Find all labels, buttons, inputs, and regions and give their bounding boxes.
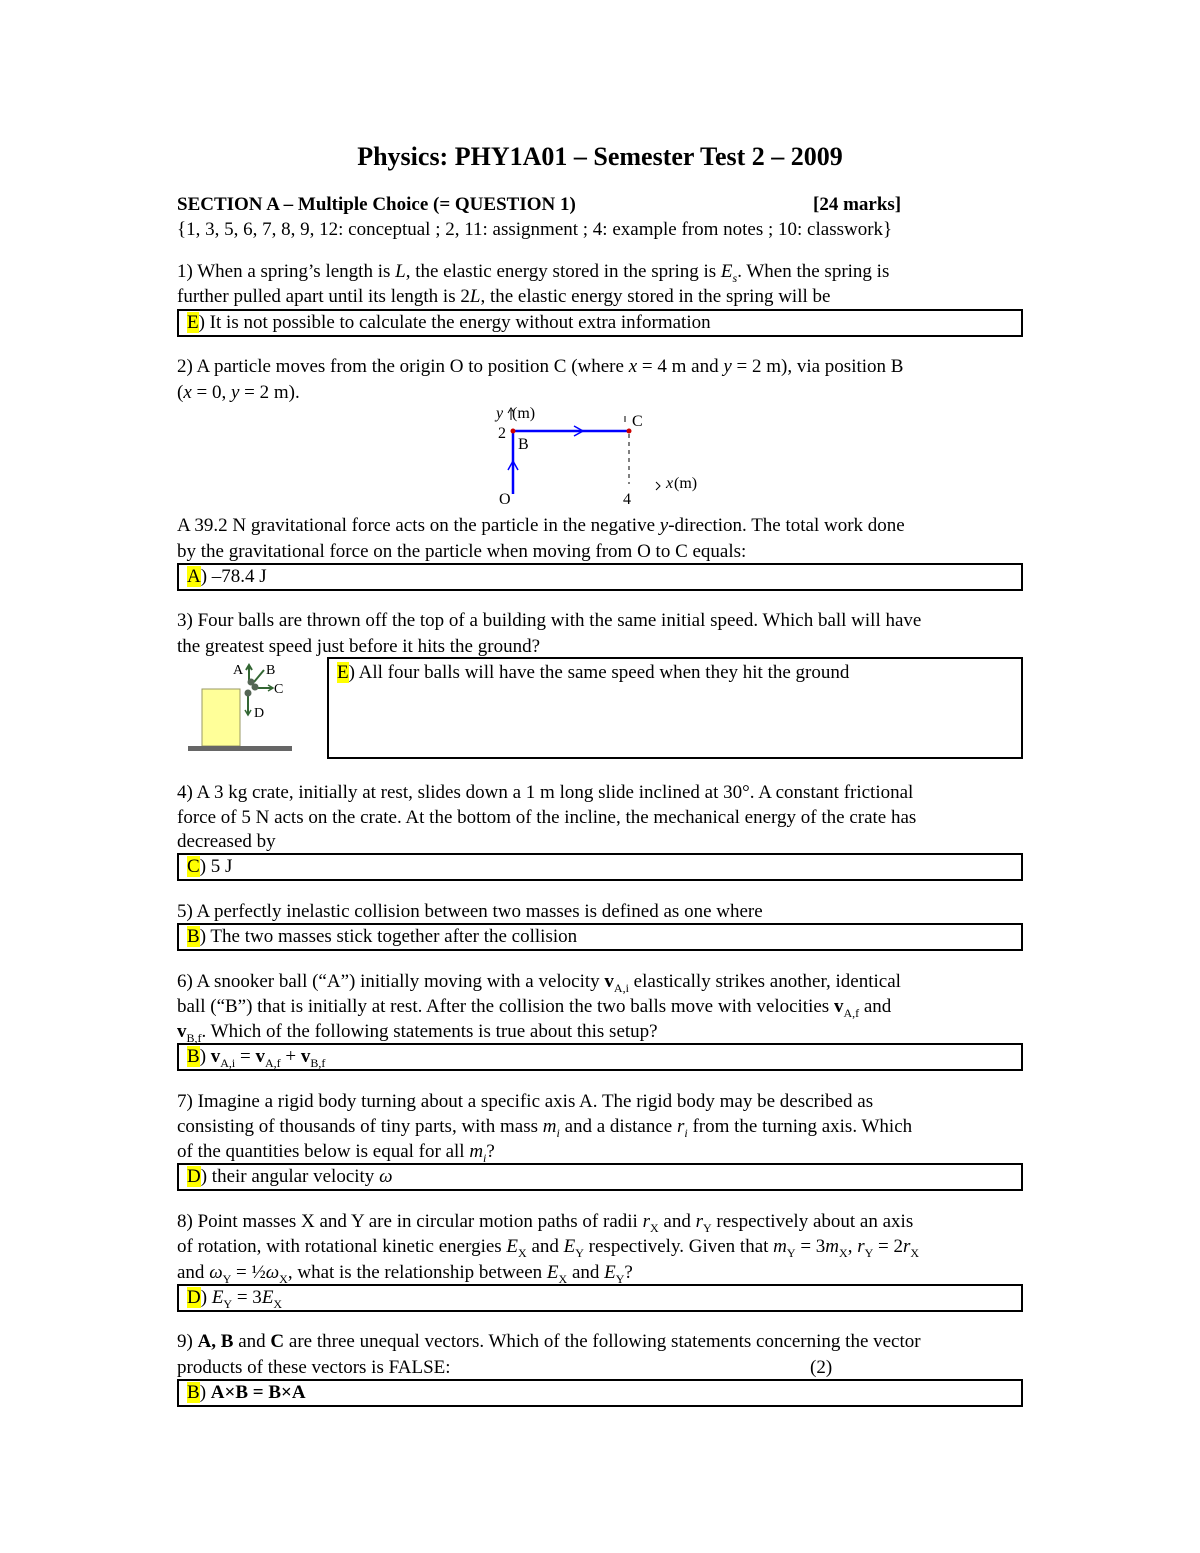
- q2-line2: (x = 0, y = 2 m).: [177, 382, 300, 403]
- q2-point-b-dot: [511, 429, 516, 434]
- q9-line2: products of these vectors is FALSE:: [177, 1357, 451, 1378]
- page-title: Physics: PHY1A01 – Semester Test 2 – 2009: [357, 142, 843, 171]
- q8-line2: of rotation, with rotational kinetic energies $E_X$ and $E_Y$ respectively. Given that $m_Y = 3m_X$, $r_Y = 2r_X$: [177, 1236, 920, 1260]
- q9-marks: (2): [810, 1357, 833, 1378]
- q1-line2: further pulled apart until its length is 2L, the elastic energy stored in the spring will be: [177, 286, 831, 307]
- q2-line3: A 39.2 N gravitational force acts on the particle in the negative y-direction. The total work done: [177, 515, 905, 536]
- q5-line1: 5) A perfectly inelastic collision between two masses is defined as one where: [177, 901, 763, 922]
- q2-y-unit: (m): [512, 405, 536, 422]
- q9-line1: 9) A, B and C are three unequal vectors. Which of the following statements concerning the vector: [177, 1331, 921, 1352]
- q4-answer-box: [177, 853, 1023, 881]
- q6-line1: 6) A snooker ball (“A”) initially moving with a velocity $v_{A,i}$ elastically strikes another, identical: [177, 971, 901, 995]
- q3-answer-box: [327, 657, 1023, 759]
- q1-answer-text: ) It is not possible to calculate the energy without extra information: [198, 312, 711, 333]
- q8-line3: and $\omega_Y$ = $\frac{1}{2}\omega_X$, what is the relationship between $E_X$ and $E_Y$?: [177, 1262, 633, 1286]
- q3-ball-b-label: B: [266, 663, 276, 678]
- q2-line1: 2) A particle moves from the origin O to position C (where x = 4 m and y = 2 m), via position B: [177, 356, 904, 377]
- q4-answer-text: ) 5 J: [199, 856, 233, 877]
- section-heading: SECTION A – Multiple Choice (= QUESTION 1): [177, 194, 576, 215]
- q5-answer-text: ) The two masses stick together after the collision: [199, 926, 578, 947]
- q7-line1: 7) Imagine a rigid body turning about a specific axis A. The rigid body may be described as: [177, 1091, 874, 1112]
- q2-origin: O: [499, 491, 511, 508]
- q2-x-unit: (m): [674, 475, 698, 492]
- q7-line3: of the quantities below is equal for all $m_i$?: [177, 1141, 495, 1165]
- q1-answer-box: [177, 309, 1023, 337]
- section-legend: {1, 3, 5, 6, 7, 8, 9, 12: conceptual ; 2, 11: assignment ; 4: example from notes ; 10: classwork}: [177, 219, 893, 240]
- q6-answer-box: B) $v_{A,i} = v_{A,f} + v_{B,f}$: [177, 1043, 1023, 1071]
- q8-answer-box: D) $E_Y = 3E_X$: [177, 1284, 1023, 1312]
- q8-line1: 8) Point masses X and Y are in circular motion paths of radii $r_X$ and $r_Y$ respectively about an axis: [177, 1211, 914, 1235]
- q5-answer-box: [177, 923, 1023, 951]
- q2-answer-box: [177, 563, 1023, 591]
- q3-ground: [188, 746, 292, 751]
- q6-line2: ball (“B”) that is initially at rest. After the collision the two balls move with velocities $v_{A,f}$ and: [177, 996, 892, 1020]
- q3-ball-c: [252, 684, 259, 691]
- q8-answer-letter: D: [187, 1287, 201, 1308]
- q2-point-c: C: [632, 413, 643, 430]
- q3-building-diagram: [186, 656, 296, 756]
- q2-tick-4: 4: [623, 491, 631, 508]
- q2-point-c-dot: [627, 429, 632, 434]
- q1-line1: 1) When a spring’s length is L, the elastic energy stored in the spring is $E_s$. When the spring is: [177, 261, 890, 285]
- q4-line1: 4) A 3 kg crate, initially at rest, slides down a 1 m long slide inclined at 30°. A constant frictional: [177, 782, 914, 803]
- q3-ball-a-label: A: [233, 663, 244, 678]
- q3-answer-text: ) All four balls will have the same speed when they hit the ground: [348, 662, 850, 683]
- q4-line3: decreased by: [177, 831, 276, 852]
- q9-answer-letter: B: [187, 1382, 200, 1403]
- q2-point-b: B: [518, 436, 529, 453]
- q2-path-diagram: [480, 398, 720, 510]
- q2-line4: by the gravitational force on the particle when moving from O to C equals:: [177, 541, 747, 562]
- q2-answer-letter: A: [187, 566, 201, 587]
- q7-answer-letter: D: [187, 1166, 201, 1187]
- q6-line3: $v_{B,f}$. Which of the following statements is true about this setup?: [177, 1021, 658, 1045]
- q9-answer-box: B) A×B = B×A: [177, 1379, 1023, 1407]
- q1-answer-letter: E: [187, 312, 199, 333]
- q3-ball-c-label: C: [274, 682, 284, 697]
- q2-y-var: y: [496, 405, 504, 422]
- q2-x-var: x: [666, 475, 674, 492]
- q3-line2: the greatest speed just before it hits the ground?: [177, 636, 541, 657]
- q7-line2: consisting of thousands of tiny parts, with mass $m_i$ and a distance $r_i$ from the turning axis. Which: [177, 1116, 913, 1140]
- section-marks: [24 marks]: [813, 194, 902, 215]
- q6-answer-letter: B: [187, 1046, 200, 1067]
- q4-answer-letter: C: [187, 856, 200, 877]
- q3-line1: 3) Four balls are thrown off the top of a building with the same initial speed. Which ball will have: [177, 610, 922, 631]
- q3-ball-d: [245, 690, 252, 697]
- q2-answer-text: ) –78.4 J: [200, 566, 267, 587]
- q4-line2: force of 5 N acts on the crate. At the bottom of the incline, the mechanical energy of the crate has: [177, 807, 917, 828]
- q5-answer-letter: B: [187, 926, 200, 947]
- q3-answer-letter: E: [337, 662, 349, 683]
- q2-tick-2: 2: [498, 425, 506, 442]
- q3-ball-d-label: D: [254, 706, 265, 721]
- q7-answer-box: D) their angular velocity ω: [177, 1163, 1023, 1191]
- q3-building: [202, 689, 240, 746]
